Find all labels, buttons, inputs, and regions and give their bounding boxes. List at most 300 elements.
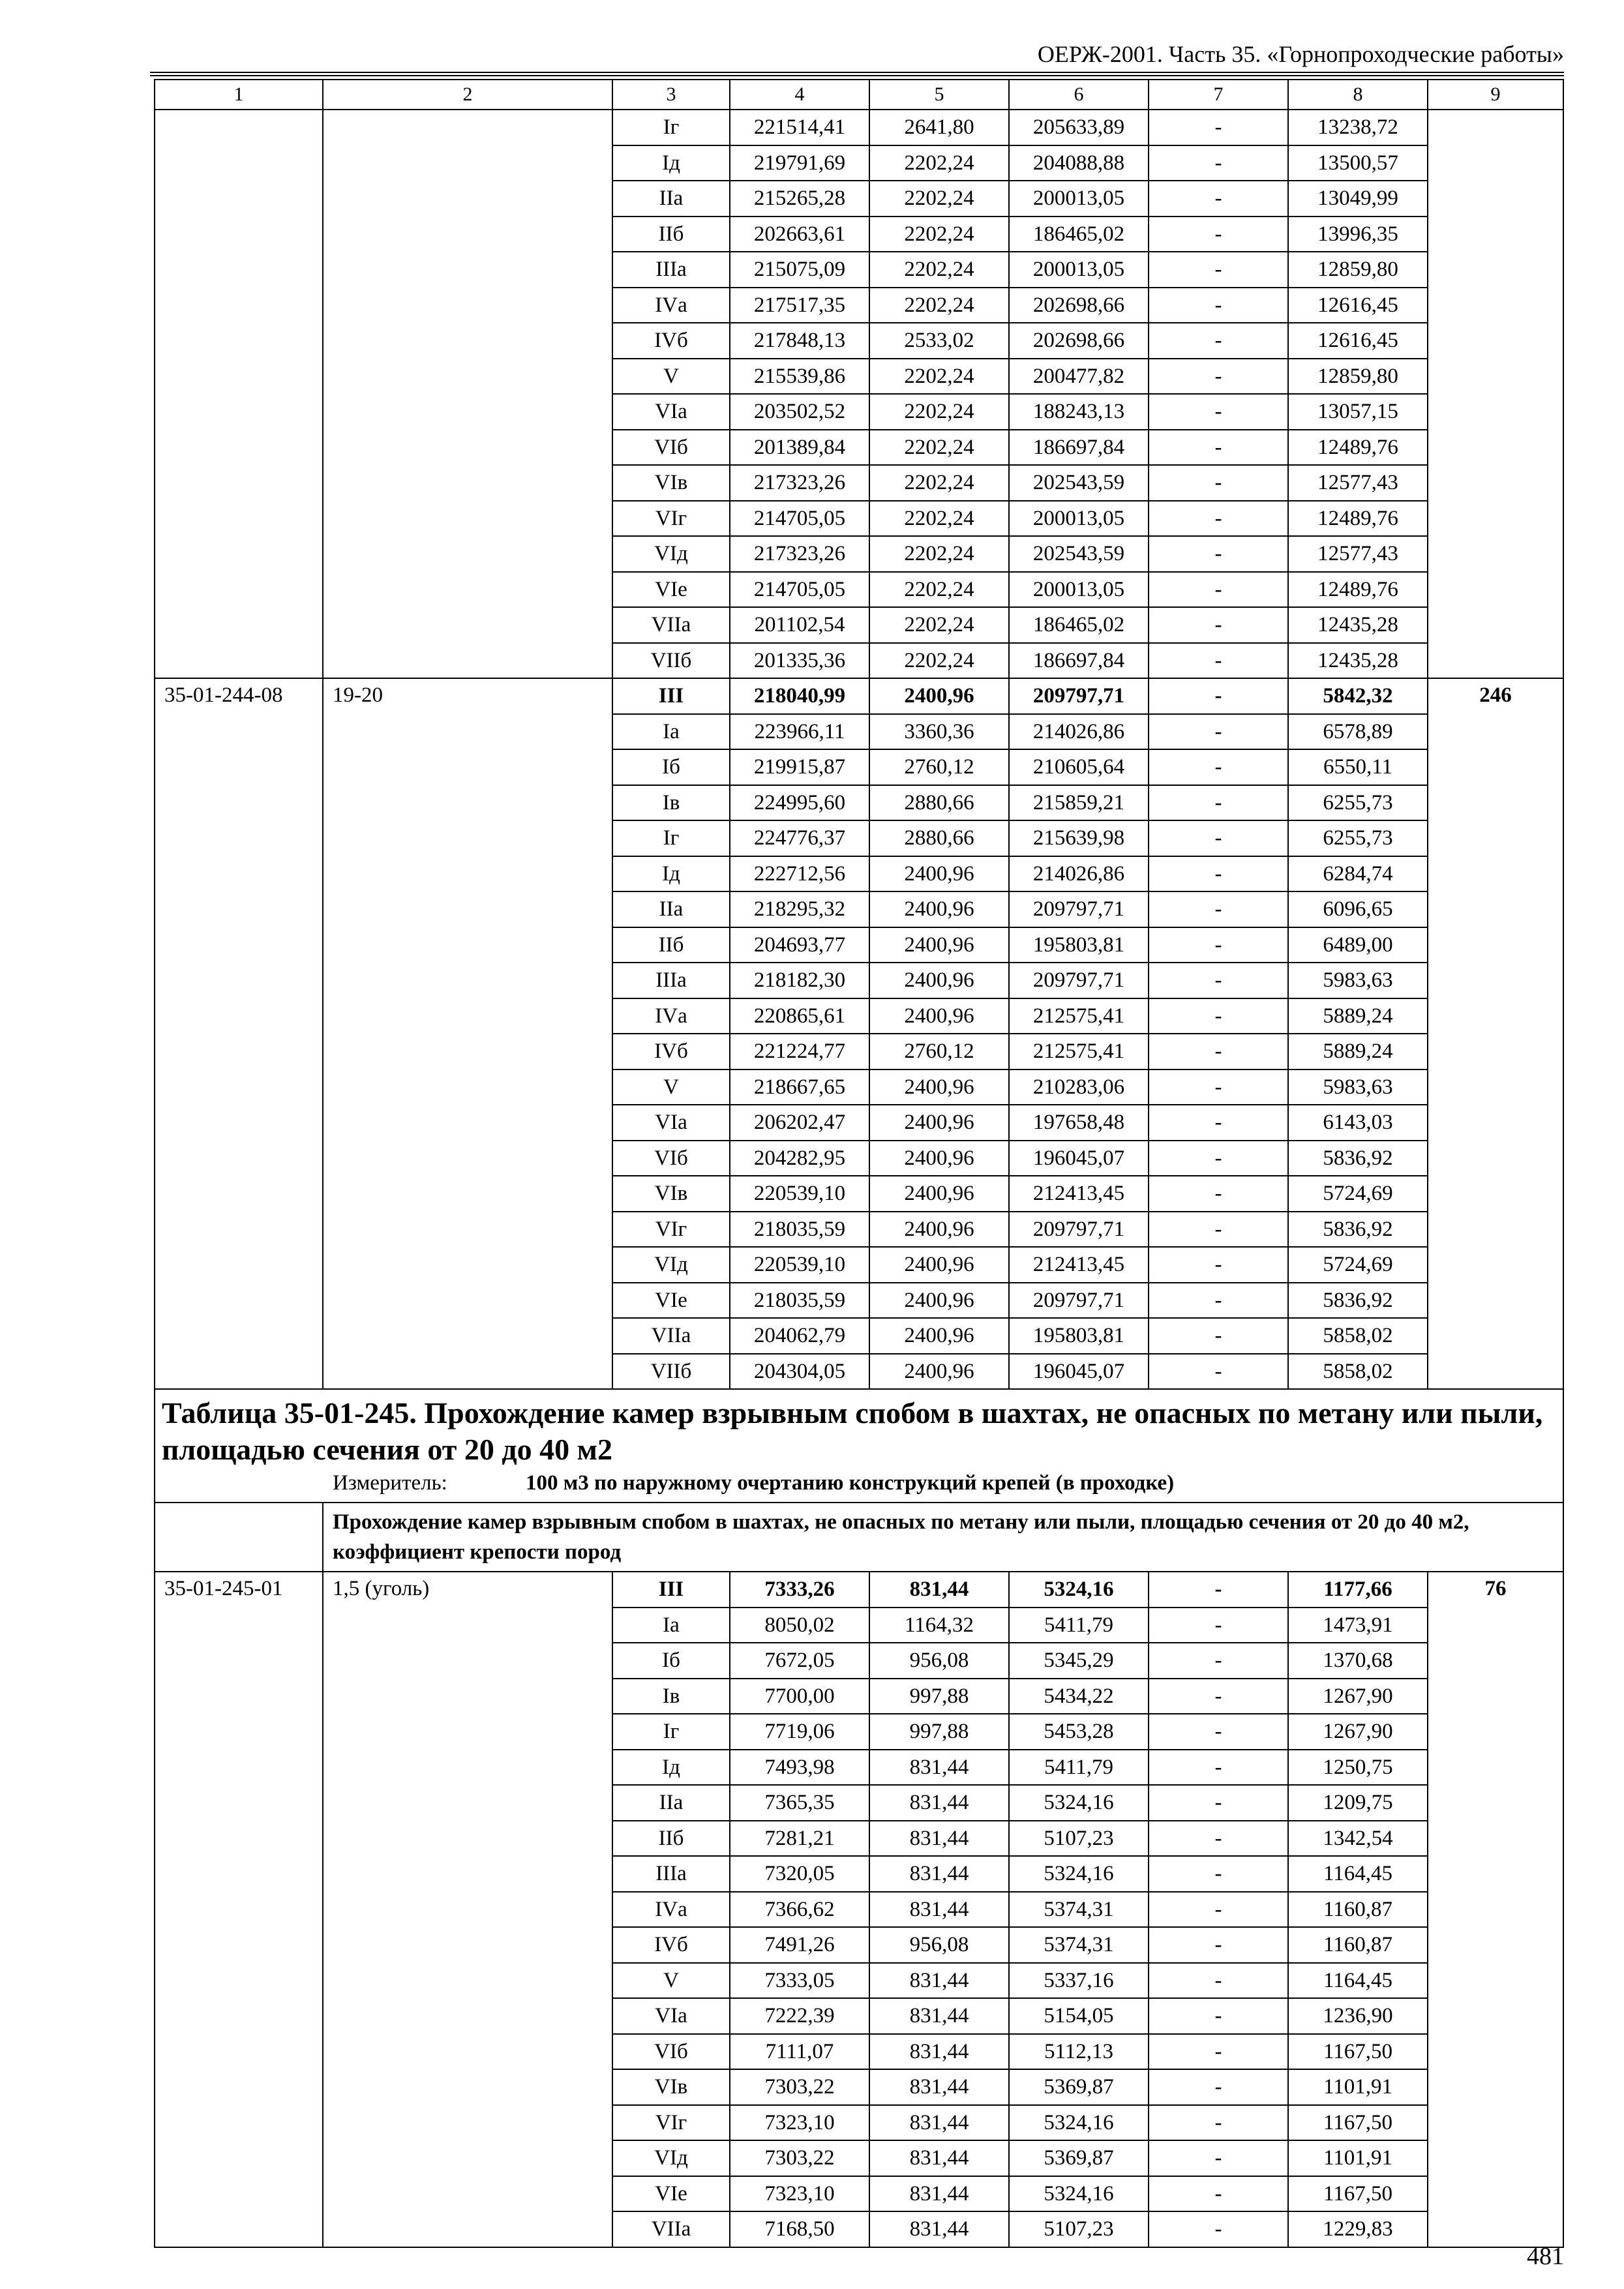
- cell-machine-cost: 210283,06: [1009, 1070, 1149, 1105]
- cell-driver-wages: -: [1149, 2140, 1288, 2176]
- cell-machine-cost: 5112,13: [1009, 2034, 1149, 2070]
- cell-materials: 5836,92: [1288, 1283, 1428, 1319]
- description-row: [155, 1503, 1563, 1572]
- column-header-2: 2: [323, 80, 612, 110]
- cell-machine-cost: 205633,89: [1009, 110, 1149, 145]
- cell-code: [155, 110, 323, 678]
- cell-class: Iг: [612, 820, 730, 856]
- table-title-cell: [155, 1389, 1563, 1503]
- cell-driver-wages: -: [1149, 1070, 1288, 1105]
- cell-driver-wages: -: [1149, 2176, 1288, 2212]
- cell-machine-cost: 5345,29: [1009, 1643, 1149, 1679]
- cell-materials: 12577,43: [1288, 536, 1428, 572]
- cell-total-cost: 7168,50: [730, 2211, 869, 2247]
- cell-driver-wages: -: [1149, 1821, 1288, 1857]
- cell-machine-cost: 209797,71: [1009, 891, 1149, 927]
- cell-col9: [1428, 110, 1563, 678]
- cell-machine-cost: 5374,31: [1009, 1927, 1149, 1963]
- cell-total-cost: 203502,52: [730, 394, 869, 430]
- cell-class: VIе: [612, 1283, 730, 1319]
- cell-class: VIIб: [612, 1354, 730, 1390]
- cell-driver-wages: -: [1149, 2211, 1288, 2247]
- cell-total-cost: 218182,30: [730, 963, 869, 998]
- cell-machine-cost: 204088,88: [1009, 145, 1149, 181]
- cell-wages: 2202,24: [869, 465, 1009, 501]
- cell-driver-wages: -: [1149, 572, 1288, 608]
- cell-total-cost: 219791,69: [730, 145, 869, 181]
- cell-total-cost: 7493,98: [730, 1750, 869, 1786]
- cell-class: Iа: [612, 714, 730, 750]
- cell-wages: 831,44: [869, 1821, 1009, 1857]
- cell-materials: 6550,11: [1288, 749, 1428, 785]
- cell-materials: 6489,00: [1288, 927, 1428, 963]
- cell-driver-wages: -: [1149, 856, 1288, 892]
- table-title-row: [155, 1389, 1563, 1503]
- cell-driver-wages: -: [1149, 217, 1288, 252]
- cell-class: VIа: [612, 1998, 730, 2034]
- cell-materials: 1209,75: [1288, 1785, 1428, 1821]
- cell-machine-cost: 212575,41: [1009, 998, 1149, 1034]
- cell-materials: 13238,72: [1288, 110, 1428, 145]
- cell-wages: 2202,24: [869, 252, 1009, 288]
- cell-materials: 1236,90: [1288, 1998, 1428, 2034]
- cell-wages: 2400,96: [869, 1318, 1009, 1354]
- cell-class: VIв: [612, 2069, 730, 2105]
- cell-driver-wages: -: [1149, 607, 1288, 643]
- table-title: Таблица 35-01-245. Прохождение камер взрывным спобом в шахтах, не опасных по метану или пыли, площадью сечения от 20 до 40 м2: [162, 1396, 1543, 1466]
- header-rule-second: [150, 75, 1564, 76]
- cell-driver-wages: -: [1149, 1212, 1288, 1248]
- cell-class: IIIа: [612, 252, 730, 288]
- cell-wages: 2202,24: [869, 145, 1009, 181]
- cell-driver-wages: -: [1149, 678, 1288, 714]
- cell-total-cost: 7111,07: [730, 2034, 869, 2070]
- cell-driver-wages: -: [1149, 536, 1288, 572]
- cell-machine-cost: 5434,22: [1009, 1679, 1149, 1714]
- cell-class: VIа: [612, 394, 730, 430]
- cell-machine-cost: 200013,05: [1009, 501, 1149, 537]
- cell-total-cost: 7491,26: [730, 1927, 869, 1963]
- cell-materials: 5858,02: [1288, 1318, 1428, 1354]
- cell-driver-wages: -: [1149, 891, 1288, 927]
- cell-driver-wages: -: [1149, 288, 1288, 323]
- cell-total-cost: 221514,41: [730, 110, 869, 145]
- unit-label: Измеритель:: [333, 1471, 447, 1495]
- cell-total-cost: 204693,77: [730, 927, 869, 963]
- cell-wages: 2880,66: [869, 820, 1009, 856]
- cell-materials: 6578,89: [1288, 714, 1428, 750]
- cell-machine-cost: 200013,05: [1009, 181, 1149, 217]
- cell-total-cost: 7365,35: [730, 1785, 869, 1821]
- table-row: [155, 110, 1563, 145]
- cell-total-cost: 221224,77: [730, 1034, 869, 1070]
- cell-wages: 3360,36: [869, 714, 1009, 750]
- cell-machine-cost: 186697,84: [1009, 430, 1149, 466]
- cell-driver-wages: -: [1149, 465, 1288, 501]
- cell-class: IVа: [612, 1892, 730, 1928]
- cell-driver-wages: -: [1149, 643, 1288, 679]
- cell-materials: 1167,50: [1288, 2105, 1428, 2141]
- column-header-5: 5: [869, 80, 1009, 110]
- cell-wages: 2202,24: [869, 430, 1009, 466]
- cell-wages: 831,44: [869, 2069, 1009, 2105]
- cell-machine-cost: 186465,02: [1009, 607, 1149, 643]
- cell-materials: 6143,03: [1288, 1105, 1428, 1141]
- cell-class: IIIа: [612, 963, 730, 998]
- cell-total-cost: 7281,21: [730, 1821, 869, 1857]
- cell-parameter: 19-20: [323, 678, 612, 1389]
- cell-machine-cost: 5324,16: [1009, 1572, 1149, 1608]
- cell-materials: 12859,80: [1288, 359, 1428, 395]
- cell-total-cost: 7303,22: [730, 2140, 869, 2176]
- cell-total-cost: 217323,26: [730, 465, 869, 501]
- cell-wages: 956,08: [869, 1927, 1009, 1963]
- cell-wages: 2400,96: [869, 1141, 1009, 1176]
- cell-machine-cost: 5369,87: [1009, 2069, 1149, 2105]
- cell-driver-wages: -: [1149, 1679, 1288, 1714]
- cell-materials: 1101,91: [1288, 2069, 1428, 2105]
- cell-wages: 831,44: [869, 1785, 1009, 1821]
- cell-machine-cost: 214026,86: [1009, 714, 1149, 750]
- cell-total-cost: 222712,56: [730, 856, 869, 892]
- cell-wages: 831,44: [869, 1750, 1009, 1786]
- cell-materials: 1229,83: [1288, 2211, 1428, 2247]
- cell-machine-cost: 5324,16: [1009, 2176, 1149, 2212]
- cell-driver-wages: -: [1149, 1714, 1288, 1750]
- cell-materials: 5842,32: [1288, 678, 1428, 714]
- cell-machine-cost: 197658,48: [1009, 1105, 1149, 1141]
- column-header-row: [155, 80, 1563, 110]
- cell-wages: 2400,96: [869, 927, 1009, 963]
- cell-parameter: [323, 110, 612, 678]
- cell-materials: 12489,76: [1288, 572, 1428, 608]
- cell-machine-cost: 202698,66: [1009, 288, 1149, 323]
- cell-class: IVб: [612, 323, 730, 359]
- cell-materials: 1267,90: [1288, 1679, 1428, 1714]
- cell-driver-wages: -: [1149, 110, 1288, 145]
- cell-driver-wages: -: [1149, 998, 1288, 1034]
- cell-driver-wages: -: [1149, 785, 1288, 821]
- cell-machine-cost: 5107,23: [1009, 1821, 1149, 1857]
- cell-machine-cost: 5154,05: [1009, 1998, 1149, 2034]
- cell-machine-cost: 200477,82: [1009, 359, 1149, 395]
- cell-materials: 6255,73: [1288, 785, 1428, 821]
- cell-total-cost: 218035,59: [730, 1283, 869, 1319]
- cell-col9: 76: [1428, 1572, 1563, 2247]
- cell-class: VIа: [612, 1105, 730, 1141]
- cell-class: IIа: [612, 1785, 730, 1821]
- cell-machine-cost: 186697,84: [1009, 643, 1149, 679]
- cell-materials: 1473,91: [1288, 1608, 1428, 1643]
- cell-materials: 6284,74: [1288, 856, 1428, 892]
- cell-machine-cost: 5107,23: [1009, 2211, 1149, 2247]
- cell-materials: 12577,43: [1288, 465, 1428, 501]
- cell-materials: 1101,91: [1288, 2140, 1428, 2176]
- cell-total-cost: 7672,05: [730, 1643, 869, 1679]
- column-header-7: 7: [1149, 80, 1288, 110]
- cell-wages: 956,08: [869, 1643, 1009, 1679]
- cell-total-cost: 7719,06: [730, 1714, 869, 1750]
- rates-table: [154, 79, 1564, 2248]
- cell-code: 35-01-245-01: [155, 1572, 323, 2247]
- cell-driver-wages: -: [1149, 1176, 1288, 1212]
- cell-materials: 5836,92: [1288, 1212, 1428, 1248]
- cell-wages: 2400,96: [869, 1070, 1009, 1105]
- cell-class: IIIа: [612, 1856, 730, 1892]
- cell-materials: 1267,90: [1288, 1714, 1428, 1750]
- cell-total-cost: 214705,05: [730, 572, 869, 608]
- cell-machine-cost: 5324,16: [1009, 2105, 1149, 2141]
- cell-driver-wages: -: [1149, 2034, 1288, 2070]
- cell-wages: 2641,80: [869, 110, 1009, 145]
- cell-class: Iб: [612, 1643, 730, 1679]
- cell-wages: 2202,24: [869, 217, 1009, 252]
- page-number: 481: [1527, 2243, 1564, 2270]
- cell-materials: 1342,54: [1288, 1821, 1428, 1857]
- cell-materials: 12616,45: [1288, 323, 1428, 359]
- cell-materials: 5889,24: [1288, 1034, 1428, 1070]
- cell-total-cost: 218040,99: [730, 678, 869, 714]
- cell-driver-wages: -: [1149, 1892, 1288, 1928]
- cell-machine-cost: 214026,86: [1009, 856, 1149, 892]
- cell-machine-cost: 195803,81: [1009, 1318, 1149, 1354]
- cell-materials: 1250,75: [1288, 1750, 1428, 1786]
- cell-wages: 831,44: [869, 1963, 1009, 1999]
- cell-total-cost: 8050,02: [730, 1608, 869, 1643]
- cell-driver-wages: -: [1149, 323, 1288, 359]
- cell-materials: 1160,87: [1288, 1927, 1428, 1963]
- cell-total-cost: 219915,87: [730, 749, 869, 785]
- cell-driver-wages: -: [1149, 1643, 1288, 1679]
- cell-class: Iг: [612, 1714, 730, 1750]
- cell-driver-wages: -: [1149, 252, 1288, 288]
- cell-wages: 2400,96: [869, 963, 1009, 998]
- table-row-header: [155, 678, 1563, 714]
- cell-class: Iд: [612, 145, 730, 181]
- cell-materials: 13500,57: [1288, 145, 1428, 181]
- cell-materials: 12489,76: [1288, 501, 1428, 537]
- cell-total-cost: 204282,95: [730, 1141, 869, 1176]
- cell-code: 35-01-244-08: [155, 678, 323, 1389]
- cell-machine-cost: 212413,45: [1009, 1176, 1149, 1212]
- cell-total-cost: 7222,39: [730, 1998, 869, 2034]
- cell-wages: 2202,24: [869, 394, 1009, 430]
- cell-wages: 831,44: [869, 2176, 1009, 2212]
- cell-wages: 2202,24: [869, 607, 1009, 643]
- cell-machine-cost: 200013,05: [1009, 252, 1149, 288]
- cell-driver-wages: -: [1149, 1283, 1288, 1319]
- cell-total-cost: 7303,22: [730, 2069, 869, 2105]
- cell-driver-wages: -: [1149, 2105, 1288, 2141]
- cell-class: VIг: [612, 2105, 730, 2141]
- cell-class: VIв: [612, 1176, 730, 1212]
- cell-machine-cost: 212575,41: [1009, 1034, 1149, 1070]
- cell-machine-cost: 212413,45: [1009, 1247, 1149, 1283]
- cell-driver-wages: -: [1149, 927, 1288, 963]
- cell-wages: 2400,96: [869, 1105, 1009, 1141]
- cell-driver-wages: -: [1149, 1034, 1288, 1070]
- cell-class: Iг: [612, 110, 730, 145]
- cell-machine-cost: 5337,16: [1009, 1963, 1149, 1999]
- column-header-1: 1: [155, 80, 323, 110]
- cell-machine-cost: 209797,71: [1009, 1212, 1149, 1248]
- column-header-9: 9: [1428, 80, 1563, 110]
- cell-driver-wages: -: [1149, 1927, 1288, 1963]
- cell-class: VIб: [612, 430, 730, 466]
- cell-machine-cost: 210605,64: [1009, 749, 1149, 785]
- cell-materials: 5724,69: [1288, 1247, 1428, 1283]
- cell-wages: 2202,24: [869, 288, 1009, 323]
- cell-total-cost: 7323,10: [730, 2176, 869, 2212]
- cell-machine-cost: 5374,31: [1009, 1892, 1149, 1928]
- cell-col9: 246: [1428, 678, 1563, 1389]
- cell-driver-wages: -: [1149, 394, 1288, 430]
- column-header-4: 4: [730, 80, 869, 110]
- cell-machine-cost: 215639,98: [1009, 820, 1149, 856]
- cell-machine-cost: 209797,71: [1009, 678, 1149, 714]
- cell-driver-wages: -: [1149, 1354, 1288, 1390]
- cell-total-cost: 7320,05: [730, 1856, 869, 1892]
- header-rule: [150, 72, 1564, 73]
- cell-materials: 1164,45: [1288, 1963, 1428, 1999]
- column-header-6: 6: [1009, 80, 1149, 110]
- cell-wages: 2400,96: [869, 678, 1009, 714]
- cell-driver-wages: -: [1149, 359, 1288, 395]
- cell-class: VIг: [612, 501, 730, 537]
- cell-total-cost: 223966,11: [730, 714, 869, 750]
- cell-materials: 5836,92: [1288, 1141, 1428, 1176]
- cell-materials: 1167,50: [1288, 2176, 1428, 2212]
- cell-driver-wages: -: [1149, 1572, 1288, 1608]
- cell-machine-cost: 202543,59: [1009, 536, 1149, 572]
- cell-driver-wages: -: [1149, 501, 1288, 537]
- cell-class: VIд: [612, 536, 730, 572]
- cell-class: VIIа: [612, 1318, 730, 1354]
- cell-class: IIа: [612, 181, 730, 217]
- cell-class: VIе: [612, 572, 730, 608]
- cell-materials: 1370,68: [1288, 1643, 1428, 1679]
- cell-total-cost: 7323,10: [730, 2105, 869, 2141]
- cell-total-cost: 217848,13: [730, 323, 869, 359]
- cell-wages: 2202,24: [869, 501, 1009, 537]
- cell-class: IVб: [612, 1034, 730, 1070]
- cell-total-cost: 224995,60: [730, 785, 869, 821]
- cell-class: Iд: [612, 856, 730, 892]
- cell-total-cost: 217323,26: [730, 536, 869, 572]
- cell-total-cost: 202663,61: [730, 217, 869, 252]
- cell-total-cost: 220539,10: [730, 1247, 869, 1283]
- cell-materials: 5889,24: [1288, 998, 1428, 1034]
- cell-wages: 2400,96: [869, 856, 1009, 892]
- cell-machine-cost: 5411,79: [1009, 1608, 1149, 1643]
- description-empty-cell: [155, 1503, 323, 1572]
- cell-total-cost: 217517,35: [730, 288, 869, 323]
- cell-materials: 5983,63: [1288, 1070, 1428, 1105]
- cell-class: IVб: [612, 1927, 730, 1963]
- cell-total-cost: 201335,36: [730, 643, 869, 679]
- cell-machine-cost: 186465,02: [1009, 217, 1149, 252]
- cell-class: VIIа: [612, 607, 730, 643]
- cell-driver-wages: -: [1149, 820, 1288, 856]
- cell-wages: 2533,02: [869, 323, 1009, 359]
- cell-materials: 5983,63: [1288, 963, 1428, 998]
- cell-class: Iд: [612, 1750, 730, 1786]
- cell-wages: 2202,24: [869, 643, 1009, 679]
- cell-driver-wages: -: [1149, 181, 1288, 217]
- cell-wages: 831,44: [869, 1892, 1009, 1928]
- cell-wages: 831,44: [869, 2211, 1009, 2247]
- cell-wages: 2202,24: [869, 359, 1009, 395]
- cell-driver-wages: -: [1149, 749, 1288, 785]
- cell-class: IIб: [612, 217, 730, 252]
- cell-class: VIв: [612, 465, 730, 501]
- cell-machine-cost: 209797,71: [1009, 963, 1149, 998]
- cell-driver-wages: -: [1149, 714, 1288, 750]
- cell-total-cost: 201102,54: [730, 607, 869, 643]
- cell-total-cost: 7366,62: [730, 1892, 869, 1928]
- cell-materials: 12859,80: [1288, 252, 1428, 288]
- cell-total-cost: 218295,32: [730, 891, 869, 927]
- cell-wages: 2400,96: [869, 1176, 1009, 1212]
- cell-driver-wages: -: [1149, 1963, 1288, 1999]
- cell-machine-cost: 5369,87: [1009, 2140, 1149, 2176]
- cell-materials: 1167,50: [1288, 2034, 1428, 2070]
- cell-driver-wages: -: [1149, 1318, 1288, 1354]
- cell-driver-wages: -: [1149, 1105, 1288, 1141]
- unit-value: 100 м3 по наружному очертанию конструкций крепей (в проходке): [526, 1471, 1175, 1495]
- table-row-header: [155, 1572, 1563, 1608]
- cell-total-cost: 224776,37: [730, 820, 869, 856]
- cell-wages: 2400,96: [869, 1247, 1009, 1283]
- cell-machine-cost: 196045,07: [1009, 1354, 1149, 1390]
- cell-machine-cost: 196045,07: [1009, 1141, 1149, 1176]
- page-header-title: ОЕРЖ-2001. Часть 35. «Горнопроходческие работы»: [1037, 41, 1564, 67]
- cell-machine-cost: 202543,59: [1009, 465, 1149, 501]
- cell-class: IVа: [612, 998, 730, 1034]
- cell-wages: 2400,96: [869, 1212, 1009, 1248]
- cell-materials: 5858,02: [1288, 1354, 1428, 1390]
- cell-machine-cost: 188243,13: [1009, 394, 1149, 430]
- cell-driver-wages: -: [1149, 145, 1288, 181]
- cell-materials: 13049,99: [1288, 181, 1428, 217]
- cell-class: V: [612, 359, 730, 395]
- cell-driver-wages: -: [1149, 1247, 1288, 1283]
- cell-wages: 2760,12: [869, 1034, 1009, 1070]
- cell-total-cost: 220539,10: [730, 1176, 869, 1212]
- cell-class: Iв: [612, 785, 730, 821]
- cell-driver-wages: -: [1149, 2069, 1288, 2105]
- cell-wages: 2760,12: [869, 749, 1009, 785]
- cell-machine-cost: 215859,21: [1009, 785, 1149, 821]
- cell-driver-wages: -: [1149, 1856, 1288, 1892]
- cell-wages: 831,44: [869, 2140, 1009, 2176]
- column-header-3: 3: [612, 80, 730, 110]
- cell-total-cost: 201389,84: [730, 430, 869, 466]
- cell-wages: 2400,96: [869, 1354, 1009, 1390]
- cell-wages: 2400,96: [869, 1283, 1009, 1319]
- cell-wages: 831,44: [869, 2034, 1009, 2070]
- cell-wages: 831,44: [869, 2105, 1009, 2141]
- cell-machine-cost: 195803,81: [1009, 927, 1149, 963]
- cell-wages: 831,44: [869, 1572, 1009, 1608]
- cell-materials: 12435,28: [1288, 607, 1428, 643]
- cell-machine-cost: 202698,66: [1009, 323, 1149, 359]
- cell-total-cost: 214705,05: [730, 501, 869, 537]
- cell-machine-cost: 209797,71: [1009, 1283, 1149, 1319]
- cell-driver-wages: -: [1149, 1141, 1288, 1176]
- cell-class: VIIб: [612, 643, 730, 679]
- cell-wages: 831,44: [869, 1998, 1009, 2034]
